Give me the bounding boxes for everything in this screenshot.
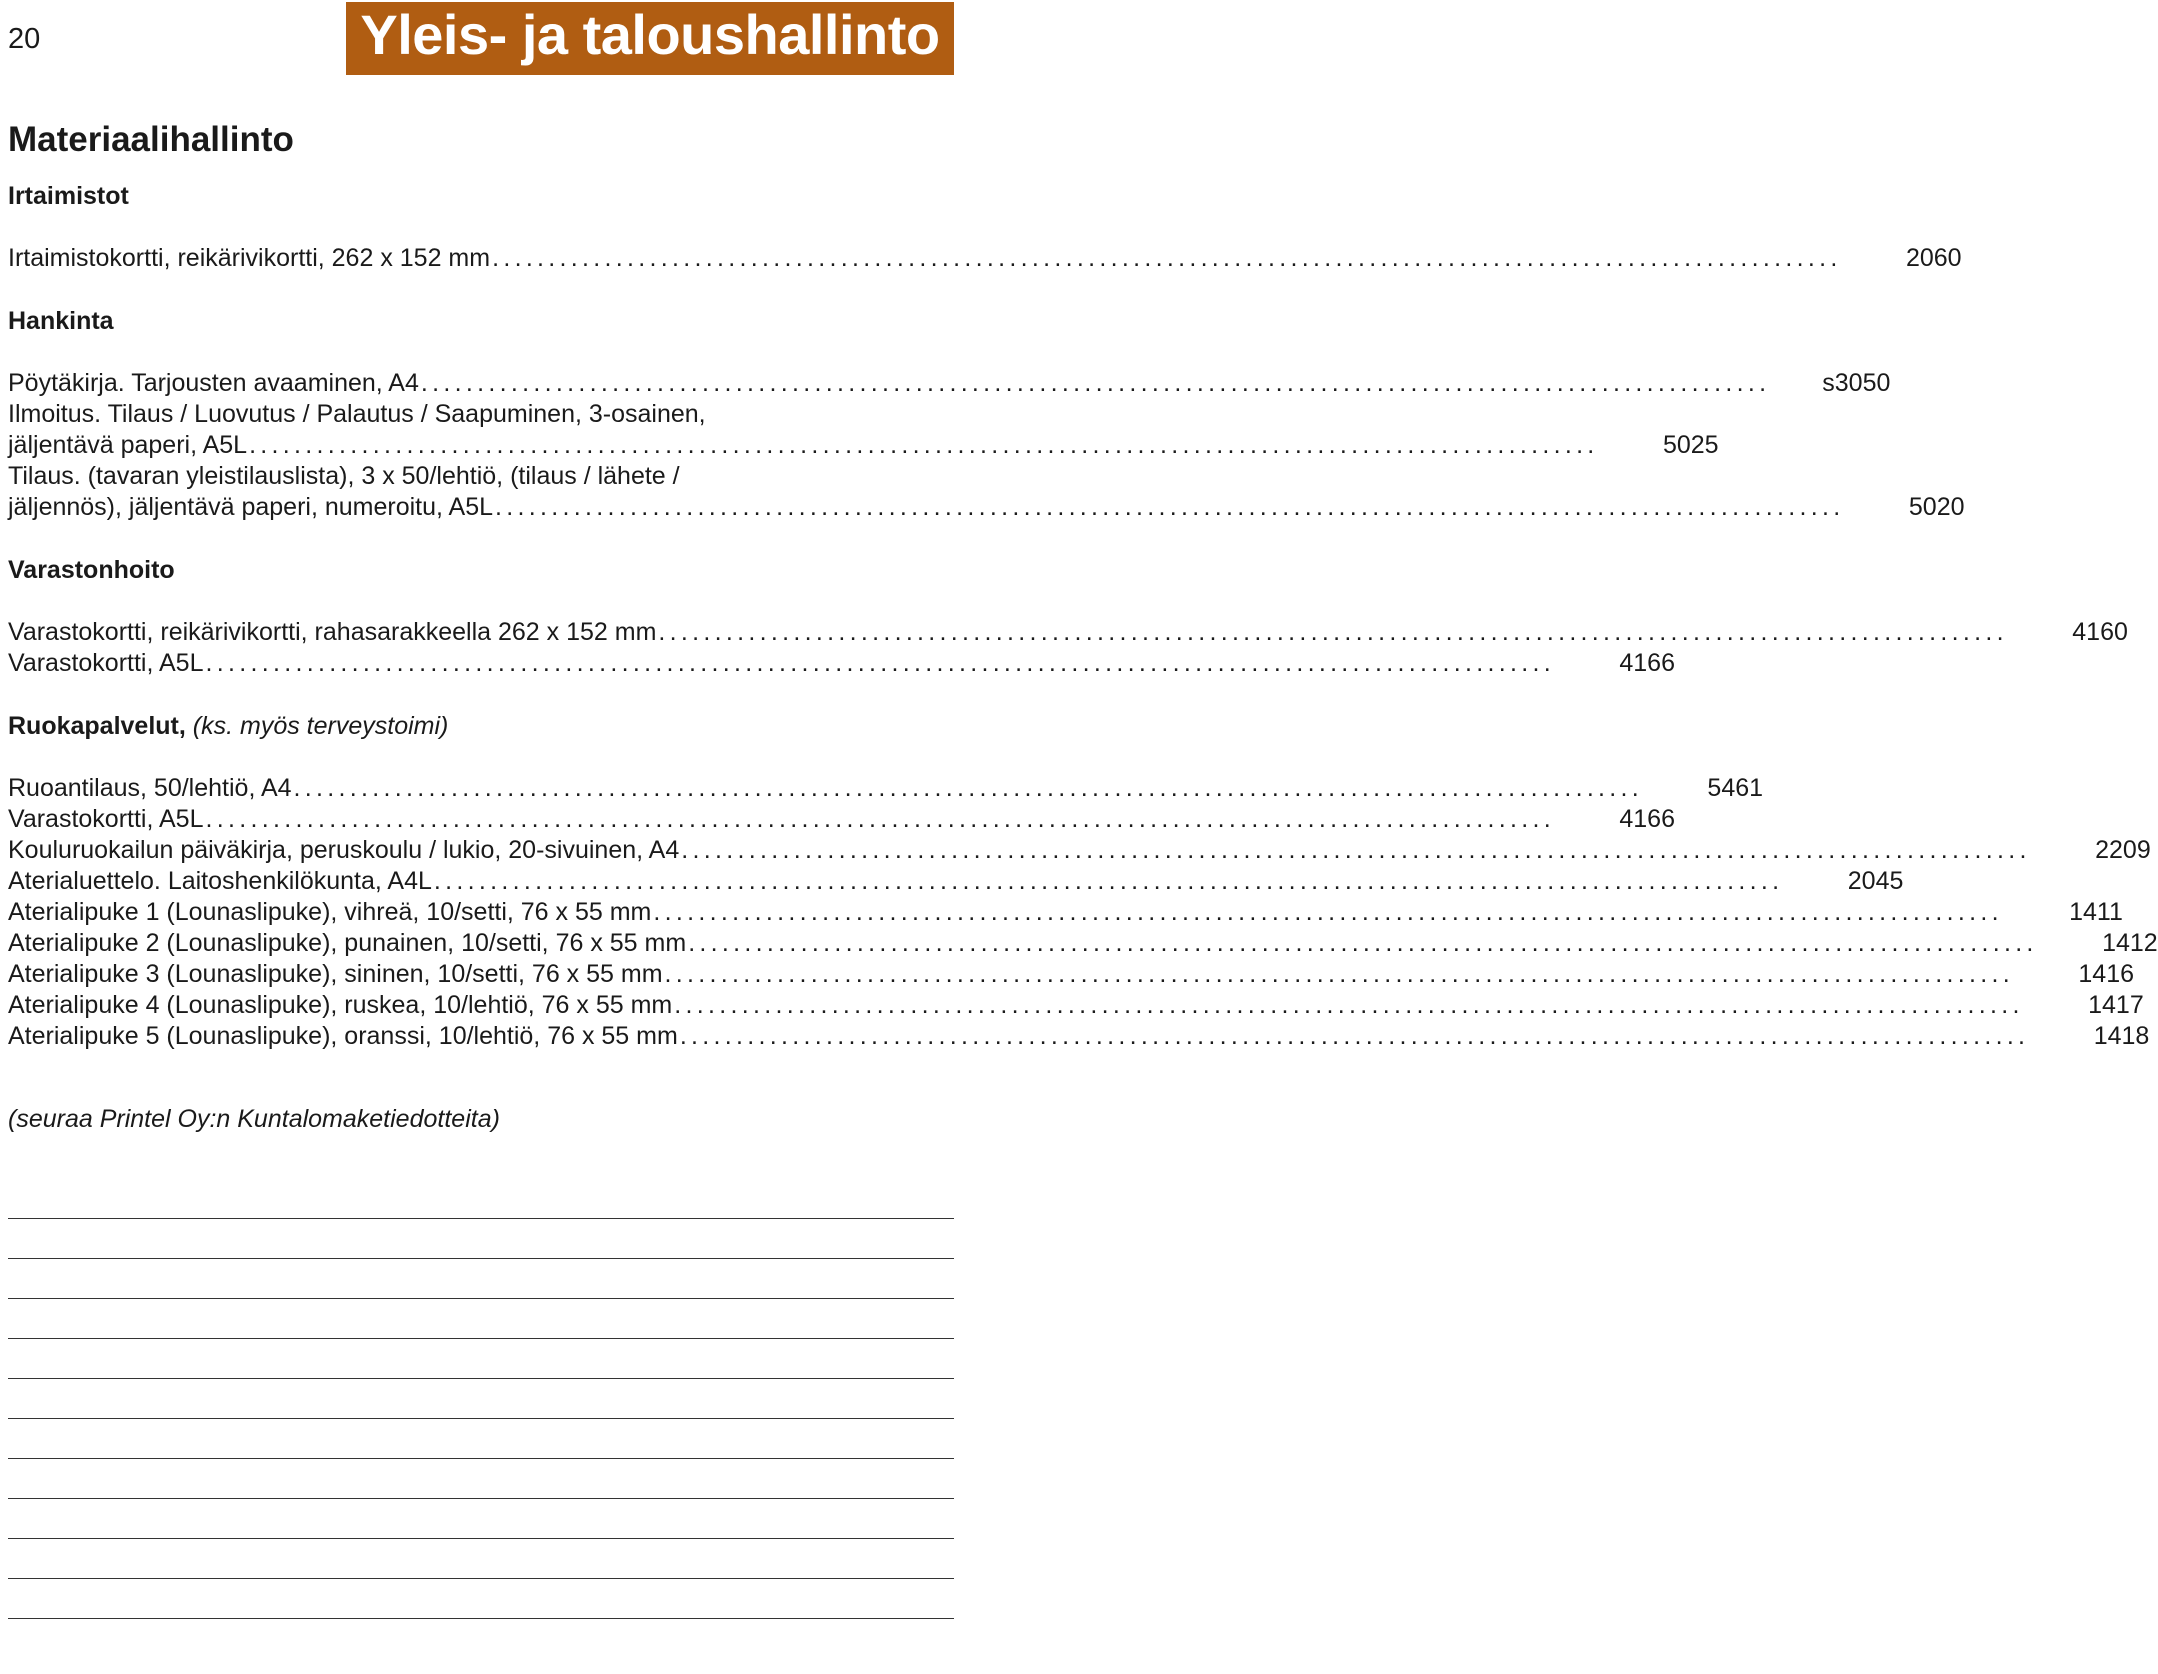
item-list (8, 243, 1962, 274)
item-list (8, 368, 1965, 523)
list-item (8, 990, 2144, 1021)
item-row (8, 804, 1675, 835)
item-label: Irtaimistokortti, reikärivikortti, 262 x 152 mm (8, 244, 491, 272)
item-label: Varastokortti, reikärivikortti, rahasarakkeella 262 x 152 mm (8, 618, 657, 646)
item-row (8, 430, 1719, 461)
dot-leader: ........................................................................................................................ (495, 493, 1845, 521)
item-row (8, 617, 2128, 648)
item-code: 2060 (1905, 244, 1962, 272)
item-code: 1412 (2102, 929, 2158, 957)
item-row (8, 1021, 2150, 1052)
page-number: 20 (8, 23, 41, 55)
item-label: Aterialuettelo. Laitoshenkilökunta, A4L (8, 867, 432, 895)
item-code: 5461 (1707, 774, 1764, 802)
dot-leader: ........................................................................................................................ (249, 431, 1599, 459)
item-code: 1416 (2078, 960, 2135, 988)
section-title-text: Varastonhoito (8, 556, 175, 584)
note-line (8, 1419, 954, 1459)
item-description-line: Ilmoitus. Tilaus / Luovutus / Palautus / Saapuminen, 3-osainen, (8, 400, 706, 428)
chapter-title-banner: Yleis- ja taloushallinto (346, 2, 954, 75)
section-title-text: Hankinta (8, 307, 114, 335)
section (8, 554, 2128, 679)
item-label: Varastokortti, A5L (8, 649, 204, 677)
catalog-content (8, 118, 2158, 1083)
item-label: Aterialipuke 3 (Lounaslipuke), sininen, 10/setti, 76 x 55 mm (8, 960, 663, 988)
note-lines-area (8, 1217, 954, 1619)
item-code: 5025 (1662, 431, 1719, 459)
item-code: 1417 (2088, 991, 2144, 1019)
dot-leader: ........................................................................................................................ (679, 1022, 2030, 1050)
item-code: 2045 (1847, 867, 1904, 895)
item-code: 4166 (1619, 649, 1675, 677)
list-item (8, 648, 1675, 679)
list-item (8, 804, 1675, 835)
dot-leader: ........................................................................................................................ (433, 867, 1784, 895)
list-item (8, 368, 1891, 399)
list-item (8, 866, 1904, 897)
item-row (8, 648, 1675, 679)
item-label: Varastokortti, A5L (8, 805, 204, 833)
item-label: Aterialipuke 1 (Lounaslipuke), vihreä, 10/setti, 76 x 55 mm (8, 898, 652, 926)
note-line (8, 1579, 954, 1619)
section-title-text: Ruokapalvelut, (8, 712, 186, 740)
item-code: 1411 (2069, 898, 2123, 926)
dot-leader: ........................................................................................................................ (658, 618, 2008, 646)
note-line (8, 1459, 954, 1499)
section-title-text: Irtaimistot (8, 182, 129, 210)
dot-leader: ........................................................................................................................ (293, 774, 1644, 802)
item-row (8, 897, 2123, 928)
dot-leader: ........................................................................................................................ (674, 991, 2024, 1019)
dot-leader: ........................................................................................................................ (420, 369, 1771, 397)
item-list (8, 617, 2128, 679)
item-label: Aterialipuke 2 (Lounaslipuke), punainen, 10/setti, 76 x 55 mm (8, 929, 687, 957)
section-title (8, 554, 954, 617)
item-row (8, 928, 2158, 959)
item-label: Kouluruokailun päiväkirja, peruskoulu / lukio, 20-sivuinen, A4 (8, 836, 680, 864)
item-code: 4160 (2072, 618, 2128, 646)
item-code: 2209 (2095, 836, 2151, 864)
list-item (8, 959, 2135, 990)
dot-leader: ........................................................................................................................ (205, 805, 1555, 833)
item-label: Aterialipuke 5 (Lounaslipuke), oranssi, 10/lehtiö, 76 x 55 mm (8, 1022, 678, 1050)
section-title (8, 710, 954, 773)
item-code: 1418 (2093, 1022, 2150, 1050)
note-line (8, 1379, 954, 1419)
list-item (8, 1021, 2150, 1052)
section (8, 305, 1965, 523)
note-line (8, 1499, 954, 1539)
footnote: (seuraa Printel Oy:n Kuntalomaketiedotteita) (8, 1105, 500, 1133)
list-item (8, 243, 1962, 274)
item-label: Aterialipuke 4 (Lounaslipuke), ruskea, 10/lehtiö, 76 x 55 mm (8, 991, 673, 1019)
list-item (8, 399, 1719, 461)
item-description-line: Tilaus. (tavaran yleistilauslista), 3 x 50/lehtiö, (tilaus / lähete / (8, 462, 680, 490)
item-row (8, 959, 2135, 990)
note-line (8, 1219, 954, 1259)
item-row (8, 773, 1764, 804)
list-item (8, 461, 1965, 523)
list-item (8, 928, 2158, 959)
list-item (8, 773, 1764, 804)
section-title (8, 180, 954, 243)
dot-leader: ........................................................................................................................ (664, 960, 2015, 988)
section (8, 180, 1962, 274)
note-line (8, 1539, 954, 1579)
item-row (8, 866, 1904, 897)
section (8, 710, 2158, 1052)
section-title-note: (ks. myös terveystoimi) (185, 712, 449, 740)
dot-leader: ........................................................................................................................ (681, 836, 2031, 864)
item-label: Ruoantilaus, 50/lehtiö, A4 (8, 774, 292, 802)
section-title (8, 305, 954, 368)
dot-leader: ........................................................................................................................ (492, 244, 1842, 272)
item-row (8, 368, 1891, 399)
note-line (8, 1259, 954, 1299)
item-list (8, 773, 2158, 1052)
sections-container (8, 180, 2158, 1052)
item-code: 5020 (1908, 493, 1965, 521)
main-heading: Materiaalihallinto (8, 120, 294, 159)
item-code: s3050 (1822, 369, 1891, 397)
dot-leader: ........................................................................................................................ (205, 649, 1555, 677)
item-row (8, 835, 2151, 866)
list-item (8, 835, 2151, 866)
item-code: 4166 (1619, 805, 1675, 833)
item-row (8, 492, 1965, 523)
item-row (8, 990, 2144, 1021)
dot-leader: ........................................................................................................................ (688, 929, 2038, 957)
item-label: jäljennös), jäljentävä paperi, numeroitu, A5L (8, 493, 494, 521)
item-label: Pöytäkirja. Tarjousten avaaminen, A4 (8, 369, 419, 397)
list-item (8, 617, 2128, 648)
note-line (8, 1299, 954, 1339)
list-item (8, 897, 2123, 928)
item-row (8, 243, 1962, 274)
dot-leader: ........................................................................................................................ (653, 898, 2003, 926)
item-label: jäljentävä paperi, A5L (8, 431, 248, 459)
note-line (8, 1339, 954, 1379)
